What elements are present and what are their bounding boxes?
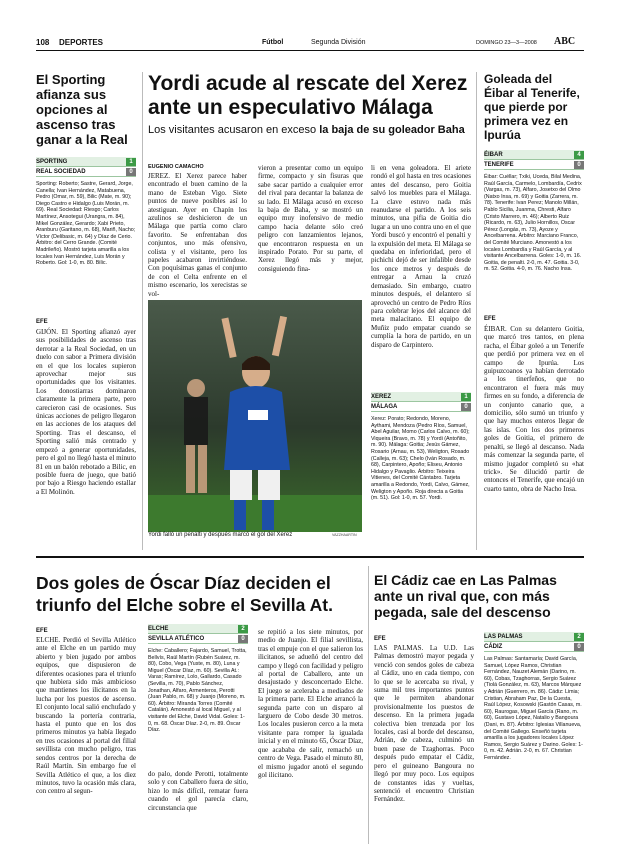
team-score: 0 [574,643,584,651]
team-name: MÁLAGA [371,403,398,410]
team-score: 2 [238,625,248,633]
team-score: 0 [238,635,248,643]
date-label: DOMINGO 23—3—2008 [476,40,537,46]
bottom-right-headline: El Cádiz cae en Las Palmas ante un rival que, con más pegada, sale del descenso [374,572,557,620]
brand-logo: ABC [554,36,576,47]
bottom-left-col-2: do palo, donde Perotti, totalmente solo y con Caballero fuera de sitio, hizo lo más difícil, rematar fuera cuando el gol parecía claro, circunstancia que [148,770,248,812]
byline: EUGENIO CAMACHO [148,164,204,170]
section-label: DEPORTES [59,38,104,47]
lineup-text: Sporting: Roberto; Sastre, Gerard, Jorge, Canella; Ivan Hernández, Matabuena, Pedro (Omar, m. 59), Bilic (Mate, m. 90); Diego Castro e Hidalgo (Luis Morán, m. 69). Real Sociedad: Riesgo; Carlos Martínez, Ansotegui (Urangra, m. 84), Mikel González, Gerardo; Xabi Prieto, Aranburu (Garitano, m. 68), Mariñ, Nacho; Víctor (Delibasic, m. 64) y Díaz de Cerio. Árbitro: del Cerro Grande. (Comité Madrileño). Mostró tarjeta amarilla a los locales Ivan Hernández, Luis Morán y Roberto. Gol: 1-0, m. 80. Bilic. [36,181,136,267]
team-name: CÁDIZ [484,643,503,650]
team-score: 2 [574,633,584,641]
score-row-away [148,634,248,644]
bottom-left-headline: Dos goles de Óscar Díaz deciden el triunfo del Elche sobre el Sevilla At. [36,573,333,615]
page-header [36,36,584,50]
left-story [36,72,136,544]
team-score: 1 [461,393,471,401]
main-col-1: JEREZ. El Xerez parece haber encontrado el buen camino de la mano de Esteban Vigo. Siete puntos de nueve posibles así lo atestiguan. Ayer en Chapín los azulinos se deshicieron de un Málaga que partía como claro favorito. Se enfrentaban dos conjuntos, uno más ofensivo, colista y el visitante, pero los papeles acabaron invirtiéndose. Con poquísimas ganas el conjunto de con el Celta enfrente en el mismo escenario, los xerecistas se vol- [148,172,247,298]
dateline: EFE [36,628,48,634]
team-score: 0 [574,161,584,169]
score-row-away [484,160,584,170]
team-score: 0 [126,168,136,176]
dateline: EFE [374,636,386,642]
section-divider [36,556,584,558]
score-row-away [371,402,471,412]
match-photo [148,300,362,532]
team-score: 0 [461,403,471,411]
score-row-away [484,642,584,652]
team-name: ÉIBAR [484,151,503,158]
lineup-text: Éibar: Cuéllar; Txiki, Uceda, Bilal Medina, Raúl García, Carmelo, Lombardía, Cedrix (Vargas, m. 73), Alfaro, Josetxo del Olmo (Natxo Insa, m. 69) y Goitia (Zarrera, m. 78). Tenerife: Ivan Perez; Manolo Millán, Pablo Sicilia, Juanma, Chresti, Alfaro (Cristo Marrero, m. 46); Alberto Ruiz (Ricardo, m. 63), Julio Hornillos, Oscar Pérez (Longás, m. 73), Ayoze y Ancelbarrena. Árbitro: Marciano Franco, del Comité Murciano. Amonestó a los locales Lombardía y Raúl García, y al visitante Ancelbarrena. Goles: 1-0, m. 16. Goitia, de penalti. 2-0, m. 47. Goitia. 3-0, m. 52. Goitia. 4-0, m. 76. Nacho Insa. [484,174,582,273]
photo-credit: VAZZHAARTIN [332,533,357,537]
team-name: ELCHE [148,625,169,632]
bottom-left-col-1: ELCHE. Perdió el Sevilla Atlético ante el Elche en un partido muy abierto y bien jugado por ambos equipos, que dispusieron de diferentes ocasiones para el triunfo que hubiera sido más ambicioso que mantienes los ilicitanos en la lucha por los puestos de ascenso. El conjunto local salió enchufado y buscando la portería contraria, hasta el punto que en los dos primeros minutos ya había llegado en tres ocasiones al portal del filial sevillista con mucho peligro, tras sendos centros por la derecha de Raúl Martín. Sin embargo fue el Sevilla Atlético el que, a los diez minutos, tuvo la ocasión más clara, con centro al segun- [36,636,136,796]
team-score: 4 [574,151,584,159]
main-headline: Yordi acude al rescate del Xerez ante un especulativo Málaga [148,72,468,119]
column-divider [368,566,369,844]
article-body: ÉIBAR. Con su delantero Goitia, que marcó tres tantos, en plena racha, el Éibar goleó a un Tenerife que perdió por primera vez en el campo de Ipurúa. Los guipuzcoanos ya habían derrotado a los tinerfeños, que no encontraron el fuera más muy firmes en su fondo, a diferencia de un conjunto canario que, a domicilio, sólo sumó un triunfo y que hay muchos enteros llegar de las islas. Con los dos primeros goles de Goitia, el primero de penalti, se llegó al descanso. Nada más comenzar la segunda parte, el mismo jugador completó su «hat trick». Se dilucidó partir de entonces el Tenerife, que encajó un cuarto tanto, obra de Nacho Insa. [484,325,584,493]
team-score: 1 [126,158,136,166]
team-name: LAS PALMAS [484,633,523,640]
laspalmas-scorebox [484,632,584,840]
bottom-left-col-3: se repitió a los siete minutos, por medio de Juanjo. El filial sevillista, tras el empuje con el que salieron los ilicitanos, se adueñó del centro del campo y llegó con facilidad y peligro al portal de Caballero, ante un desajustado y desconcertado Elche. El juego se aceleraba a mediados de la primera parte. El Elche arrancó la segunda parte con un disparo al larguero de Cobo desde 30 metros. Los locales pusieron cerco a la meta visitante para romper la igualada inicial y en el minuto 65, Óscar Díaz, que acababa de salir, remachó un centro de Vega. Pasado el minuto 80, el mismo jugador anotó el segundo gol ilicitano. [258,628,363,779]
lineup-text: Elche: Caballero; Fajardo, Samuel, Trotta, Bellvís, Raúl Martín (Rubén Suárez, m. 80), Cobo, Vega (Yuste, m. 80), Luna y Miguel (Óscar Díaz, m. 60). Sevilla At.: Varas; Ramírez, Lolo, Gallardo, Casado (Sevilla, m. 70), Pablo Sánchez, Jonathan, Alfaro, Armenteros, Perotti (Juan Pablo, m. 68) y Juanjo (Moreno, m. 60). Árbitro: Miranda Torres (Comité Catalán). Amonestó al local Miguel, y al visitante del Elche, David Vidal. Goles: 1-0, m. 68. Óscar Díaz. 2-0, m. 89. Óscar Díaz. [148,648,247,734]
score-row-home [484,632,584,642]
bottom-right-body: LAS PALMAS. La U.D. Las Palmas demostró mayor pegada y venció con sendos goles de cabeza al Cádiz, uno en cada tiempo, con lo que se le acercaba su rival, y suma mil tres importantes puntos que le permiten abandonar provisionalmente los puestos de descenso. En la primera jugada colectiva bien trenzada por los locales, casi al borde del descanso, Adrián, de cabeza, culminó un buen pase de Tzaghorras. Poco después pudo empatar el Cádiz, pero el guineano Bangoura no llegó por muy poco. Los equipos de constantes idas y vueltas, sentenció el encuentro Christian Fernández. [374,644,474,804]
main-col-2: vieron a presentar como un equipo firme, compacto y sin fisuras que sabe sacar partido a cualquier error del rival para decantar la balanza de su lado. El Málaga acusó en exceso la baja de Baha, y se mostró un equipo muy inofensivo de medio campo hacia delante sólo creó peligro con lanzamientos lejanos, que encontraron respuesta en un inspirado Porato. Por su parte, el Xerez llegó más y mejor, consiguiendo fina- [258,164,363,273]
right-headline: Goleada del Éibar al Tenerife, que pierde por primera vez en Ipurúa [484,72,580,142]
team-name: XEREZ [371,393,392,400]
score-row-home [148,624,248,634]
score-row-home [484,150,584,160]
elche-scorebox [148,624,248,748]
header-rule [36,50,584,51]
main-subhead [148,124,470,136]
column-divider [142,72,143,550]
main-story [148,72,470,136]
xerez-scorebox [371,392,471,534]
article-body: GIJÓN. El Sporting afianzó ayer sus posibilidades de ascenso tras derrotar a la Real Sociedad, en un duelo con sabor a Primera división en el que los locales supieron aprovechar mejor sus oportunidades que los visitantes. Los donostiarras dominaron claramente la primera parte, pero carecieron casi de ocasiones. Sus únicas acciones de peligro llegaron en las acciones de los ataques del Sporting. Tras el descanso, el Sporting salió más centrado y empezó a generar oportunidades, pero el gol no llegó hasta el minuto 81 en un balón rebotado a Bilic, en posible fuera de juego, que batió por bajo a Riesgo haciendo estallar a El Molinón. [36,328,136,496]
main-col-3: li en vena goleadora. El ariete rondó el gol hasta en tres ocasiones antes del descanso, pero Goitia salvó los muebles para el Málaga. La clave estuvo nada más reanudarse el partido. A los seis minutos, una pifia de Goitia dio lugar a un uno contra uno en el que Yordi buscó y encontró el penalti y la expulsión del meta. El Málaga se quedaba en inferioridad, pero el pichichi dejó de ser infalible desde los once metros y después de entregar a Arnau la cruzó demasiado. Sin embargo, cuatro minutos después, el delantero sí aprovechó un centro de Pedro Ríos para celebrar lejos del alcance del meta malacitano. El equipo de Muñiz pudo empatar cuando se cumplía la hora de partido, en un disparo de Carpintero. [371,164,471,349]
category-label: Segunda División [311,39,366,46]
score-row-away [36,167,136,177]
photo-caption: Yordi falló un penalti y después marcó el gol del Xerez [148,532,293,538]
score-row-home [371,392,471,402]
subhead-plain: Los visitantes acusaron en exceso [148,124,320,136]
team-name: REAL SOCIEDAD [36,168,86,175]
dateline: EFE [484,316,496,322]
dateline: EFE [36,319,48,325]
team-name: SEVILLA ATLÉTICO [148,635,205,642]
lineup-text: Xerez: Porato; Redondo, Moreno, Aythami, Mendoza (Pedro Ríos, Samuel, Abel Aguilar, Momo (Carlos Calvo, m. 60); Viqueira (Bravo, m. 78) y Yordi (Antoñito, m. 90). Málaga: Goitia; Jesús Gámez, Rosario (Arnau, m. 53), Weligton, Rosado (Calleja, m. 63); Chelo (Iván Rosado, m. 68), Carpintero, Apoño; Eliseu, Antonio Hidalgo y Pavaglio. Árbitro: Teixeira Vitienes, del Comité Cántabro. Tarjeta amarilla a Redondo, Yordi, Calvo, Gámez, Weligton y Apoño. Roja directa a Goitia (m. 51). Gol: 1-0, m. 57. Yordi. [371,416,470,502]
subsection-label: Fútbol [262,39,284,46]
column-divider [476,72,477,550]
score-row-home [36,157,136,167]
subhead-bold: la baja de su goleador Baha [319,124,465,136]
player-photo-illustration [148,300,362,532]
right-story [484,72,584,541]
left-headline: El Sporting afianza sus opciones al ascenso tras ganar a la Real [36,72,128,147]
lineup-text: Las Palmas: Santamaría; David García, Samuel, López Ramos, Christian Fernández, Nauzet Alemán (Darino, m. 60), Cobas, Tzaghorras, Sergio Suárez (Tiolá González, m. 63), Marcos Márquez y Adrián (Guerrero, m. 86). Cádiz: Limia; Cristian, Abraham Paz, De la Cuesta, Raúl López, Kosowski (Gastón Casas, m. 60), Raurogas, Miguel García (Rano, m. 60), Gustavo López, Natalio y Bangoura (Dani, m. 87). Árbitro: Iglesias Villanueva, del Comité Gallego. Enseñó tarjeta amarilla a los jugadores locales López Ramos, Sergio Suárez y Darino. Goles: 1-0, m. 42. Adrián. 2-0, m. 67. Christian Fernández. [484,656,583,761]
page-number: 108 [36,38,50,47]
team-name: TENERIFE [484,161,514,168]
team-name: SPORTING [36,158,68,165]
